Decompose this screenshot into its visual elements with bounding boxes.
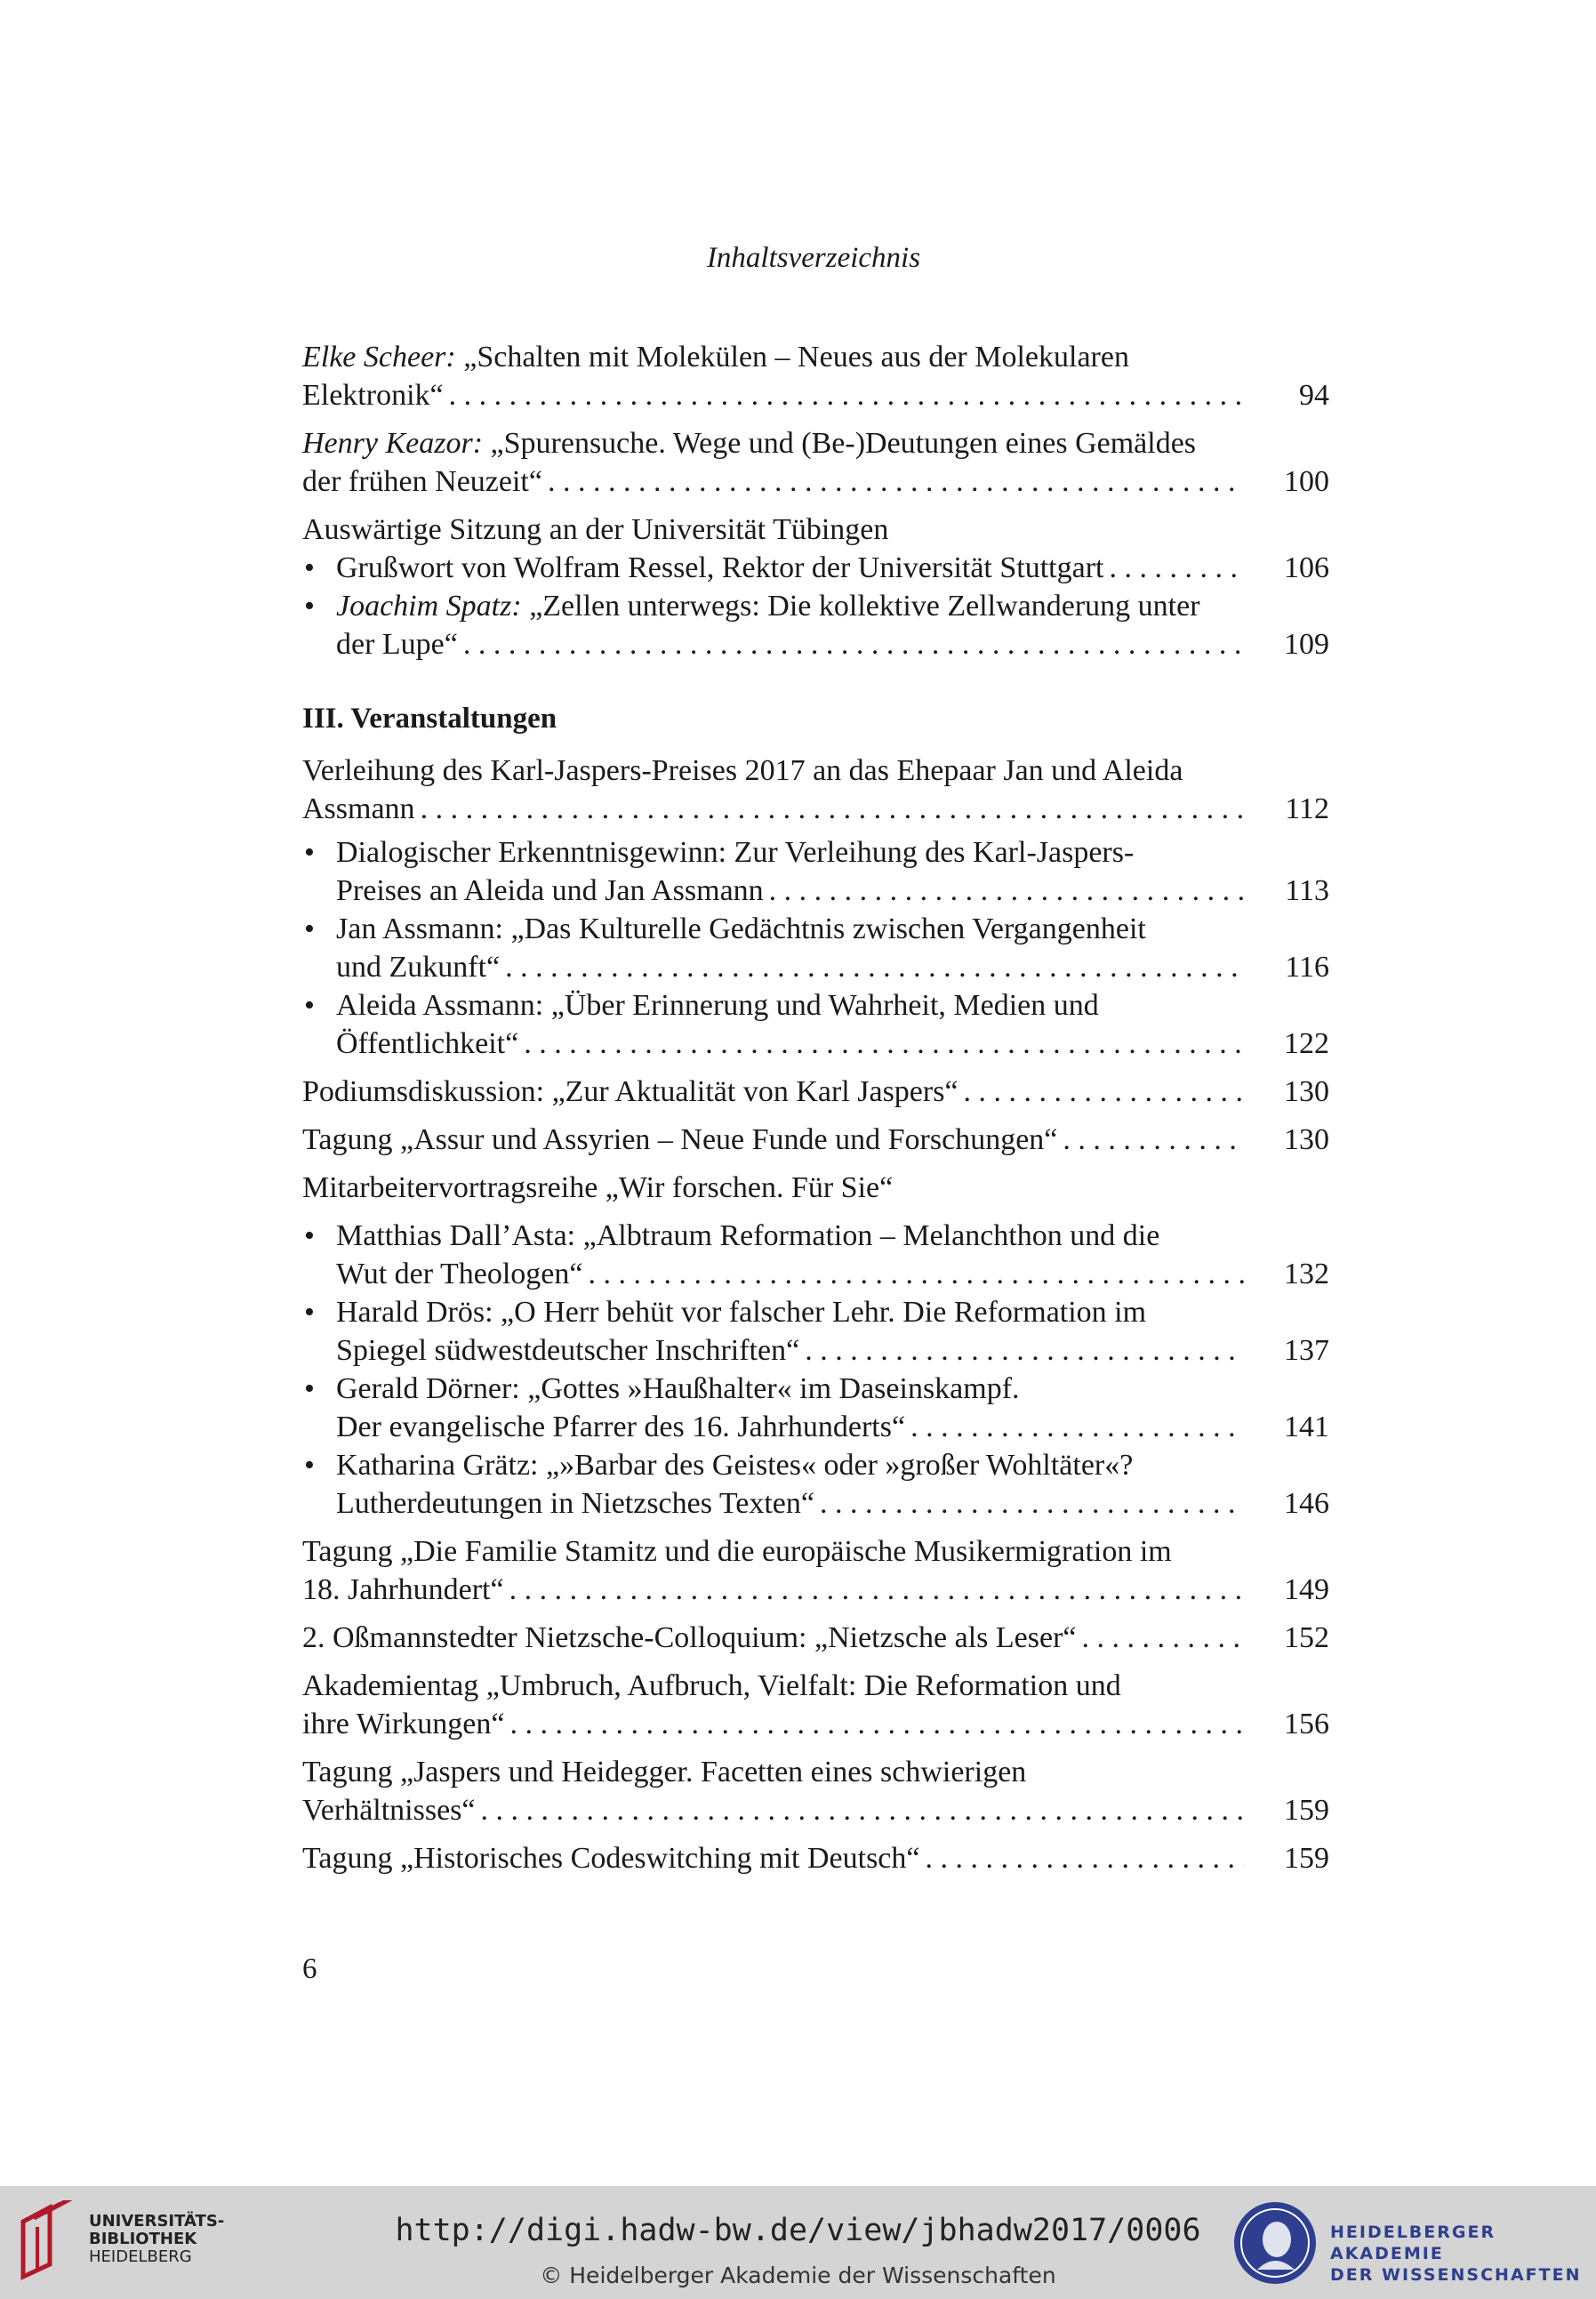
toc-page: 141 [1284, 1411, 1329, 1443]
ub-line-2: BIBLIOTHEK [89, 2230, 197, 2248]
ub-line-3: HEIDELBERG [89, 2247, 192, 2266]
toc-entry-spatz[interactable] [302, 587, 1329, 663]
toc-title-end: ihre Wirkungen“ [302, 1708, 505, 1740]
toc-entry-graetz[interactable] [302, 1446, 1329, 1523]
toc-page: 137 [1284, 1334, 1329, 1367]
toc-page: 152 [1284, 1621, 1329, 1654]
toc-title: „Zellen unterwegs: Die kollektive Zellwanderung unter [521, 590, 1200, 623]
toc-page: 100 [1284, 465, 1329, 498]
toc-page: 132 [1284, 1258, 1329, 1290]
running-header: Inhaltsverzeichnis [706, 242, 921, 274]
hadw-logo-text [1330, 2222, 1596, 2286]
bullet: • [304, 1449, 315, 1482]
toc-title-end: Der evangelische Pfarrer des 16. Jahrhunderts“ [336, 1411, 906, 1443]
toc-entry-akademietag[interactable] [302, 1667, 1329, 1743]
toc-entry-doerner[interactable] [302, 1370, 1329, 1446]
leader-dots [449, 376, 1245, 414]
toc-title-end: Spiegel südwestdeutscher Inschriften“ [336, 1334, 800, 1367]
leader-dots [524, 1025, 1245, 1063]
toc-title-end: und Zukunft“ [336, 951, 501, 984]
toc-entry-assur[interactable] [302, 1121, 1329, 1159]
toc-page: 109 [1284, 628, 1329, 661]
toc-title-end: 2. Oßmannstedter Nietzsche-Colloquium: „Nietzsche als Leser“ [302, 1621, 1077, 1654]
toc-title: Jan Assmann: „Das Kulturelle Gedächtnis zwischen Vergangenheit [336, 912, 1146, 945]
toc-title-end: Assmann [302, 792, 415, 825]
toc-title: Matthias Dall’Asta: „Albtraum Reformation – Melanchthon und die [336, 1219, 1160, 1252]
toc-page: 116 [1285, 951, 1329, 984]
hadw-line-1: HEIDELBERGER AKADEMIE [1330, 2223, 1496, 2263]
toc-group-title: Mitarbeitervortragsreihe „Wir forschen. Für Sie“ [302, 1171, 894, 1204]
ub-line-1: UNIVERSITÄTS- [89, 2212, 225, 2231]
leader-dots [1063, 1121, 1245, 1159]
toc-entry-dall-asta[interactable] [302, 1217, 1329, 1293]
toc-author: Joachim Spatz: [336, 590, 522, 623]
toc-title: Verleihung des Karl-Jaspers-Preises 2017 an das Ehepaar Jan und Aleida [302, 754, 1183, 787]
toc-title-end: Lutherdeutungen in Nietzsches Texten“ [336, 1487, 814, 1520]
toc-title: „Spurensuche. Wege und (Be-)Deutungen eines Gemäldes [483, 427, 1197, 460]
leader-dots [481, 1791, 1245, 1829]
leader-dots [509, 1571, 1245, 1609]
toc-page: 159 [1284, 1842, 1329, 1875]
bullet: • [304, 551, 315, 584]
leader-dots [548, 462, 1245, 501]
toc-entry-codeswitching[interactable] [302, 1839, 1329, 1877]
page-number: 6 [302, 1953, 317, 1985]
toc-entry-heidegger[interactable] [302, 1753, 1329, 1829]
toc-entry-jaspers-preis[interactable] [302, 752, 1329, 828]
footer-copyright: © Heidelberger Akademie der Wissenschaften [540, 2263, 1056, 2288]
toc-page: 94 [1299, 379, 1329, 412]
hadw-line-2: DER WISSENSCHAFTEN [1330, 2265, 1582, 2285]
leader-dots [1109, 549, 1245, 587]
toc-author: Henry Keazor: [302, 427, 484, 460]
toc-title: Tagung „Die Familie Stamitz und die europäische Musikermigration im [302, 1535, 1172, 1568]
leader-dots [820, 1484, 1245, 1523]
toc-title-end: Öffentlichkeit“ [336, 1027, 519, 1060]
toc-entry-keazor[interactable] [302, 424, 1329, 501]
toc-page: 156 [1284, 1708, 1329, 1740]
toc-entry-ressel[interactable] [302, 549, 1329, 587]
toc-title-end: Preises an Aleida und Jan Assmann [336, 874, 764, 907]
leader-dots [964, 1073, 1245, 1111]
toc-title-end: Elektronik“ [302, 379, 444, 412]
toc-title: Harald Drös: „O Herr behüt vor falscher Lehr. Die Reformation im [336, 1296, 1147, 1329]
toc-page: 130 [1284, 1123, 1329, 1156]
toc-title: Akademientag „Umbruch, Aufbruch, Vielfalt: Die Reformation und [302, 1669, 1121, 1702]
toc-entry-podium[interactable] [302, 1073, 1329, 1111]
toc-title-end: Wut der Theologen“ [336, 1258, 583, 1290]
toc-title: Gerald Dörner: „Gottes »Haußhalter« im Daseinskampf. [336, 1372, 1020, 1405]
toc-entry-droes[interactable] [302, 1293, 1329, 1370]
toc-title-end: Tagung „Historisches Codeswitching mit Deutsch“ [302, 1842, 920, 1875]
toc-title-end: Grußwort von Wolfram Ressel, Rektor der Universität Stuttgart [336, 551, 1104, 584]
toc-page: 106 [1284, 551, 1329, 584]
leader-dots [421, 790, 1245, 828]
leader-dots [805, 1331, 1245, 1370]
toc-title: Aleida Assmann: „Über Erinnerung und Wahrheit, Medien und [336, 989, 1099, 1022]
toc-title-end: der frühen Neuzeit“ [302, 465, 542, 498]
leader-dots [926, 1839, 1246, 1877]
leader-dots [910, 1408, 1245, 1446]
toc-title: Dialogischer Erkenntnisgewinn: Zur Verleihung des Karl-Jaspers- [336, 836, 1135, 869]
footer-bar [0, 2186, 1596, 2299]
leader-dots [588, 1255, 1245, 1293]
section-heading: III. Veranstaltungen [302, 703, 557, 735]
toc-page: 146 [1284, 1487, 1329, 1520]
leader-dots [1082, 1619, 1246, 1657]
bullet: • [304, 590, 315, 623]
bullet: • [304, 912, 315, 945]
toc-entry-dialogischer[interactable] [302, 833, 1329, 910]
toc-group-title: Auswärtige Sitzung an der Universität Tübingen [302, 513, 889, 546]
toc-author: Elke Scheer: [302, 341, 456, 374]
leader-dots [463, 625, 1245, 663]
toc-title-end: Tagung „Assur und Assyrien – Neue Funde und Forschungen“ [302, 1123, 1058, 1156]
toc-group-mitarbeiter [302, 1169, 1329, 1207]
toc-title-end: 18. Jahrhundert“ [302, 1573, 504, 1606]
bullet: • [304, 1372, 315, 1405]
toc-title: „Schalten mit Molekülen – Neues aus der Molekularen [455, 341, 1129, 374]
toc-title: Katharina Grätz: „»Barbar des Geistes« oder »großer Wohltäter«? [336, 1449, 1134, 1482]
toc-entry-jan-assmann[interactable] [302, 910, 1329, 986]
toc-page: 112 [1285, 792, 1329, 825]
toc-title-end: der Lupe“ [336, 628, 458, 661]
toc-title-end: Verhältnisses“ [302, 1794, 476, 1827]
toc-entry-nietzsche[interactable] [302, 1619, 1329, 1657]
bullet: • [304, 836, 315, 869]
toc-page: 130 [1284, 1075, 1329, 1108]
toc-page: 113 [1285, 874, 1329, 907]
toc-title-end: Podiumsdiskussion: „Zur Aktualität von Karl Jaspers“ [302, 1075, 958, 1108]
toc-entry-stamitz[interactable] [302, 1532, 1329, 1609]
bullet: • [304, 1296, 315, 1329]
toc-group-tuebingen [302, 510, 1329, 549]
table-of-contents [302, 338, 1329, 1887]
toc-title: Tagung „Jaspers und Heidegger. Facetten eines schwierigen [302, 1756, 1027, 1789]
bullet: • [304, 989, 315, 1022]
toc-page: 122 [1284, 1027, 1329, 1060]
bullet: • [304, 1219, 315, 1252]
leader-dots [769, 872, 1245, 910]
toc-page: 149 [1284, 1573, 1329, 1606]
leader-dots [505, 948, 1245, 986]
leader-dots [509, 1705, 1245, 1743]
footer-url-link[interactable]: http://digi.hadw-bw.de/view/jbhadw2017/0006 [395, 2213, 1201, 2248]
hadw-seal-icon[interactable] [1231, 2199, 1319, 2291]
toc-entry-aleida-assmann[interactable] [302, 986, 1329, 1063]
toc-page: 159 [1284, 1794, 1329, 1827]
toc-entry-scheer[interactable] [302, 338, 1329, 414]
